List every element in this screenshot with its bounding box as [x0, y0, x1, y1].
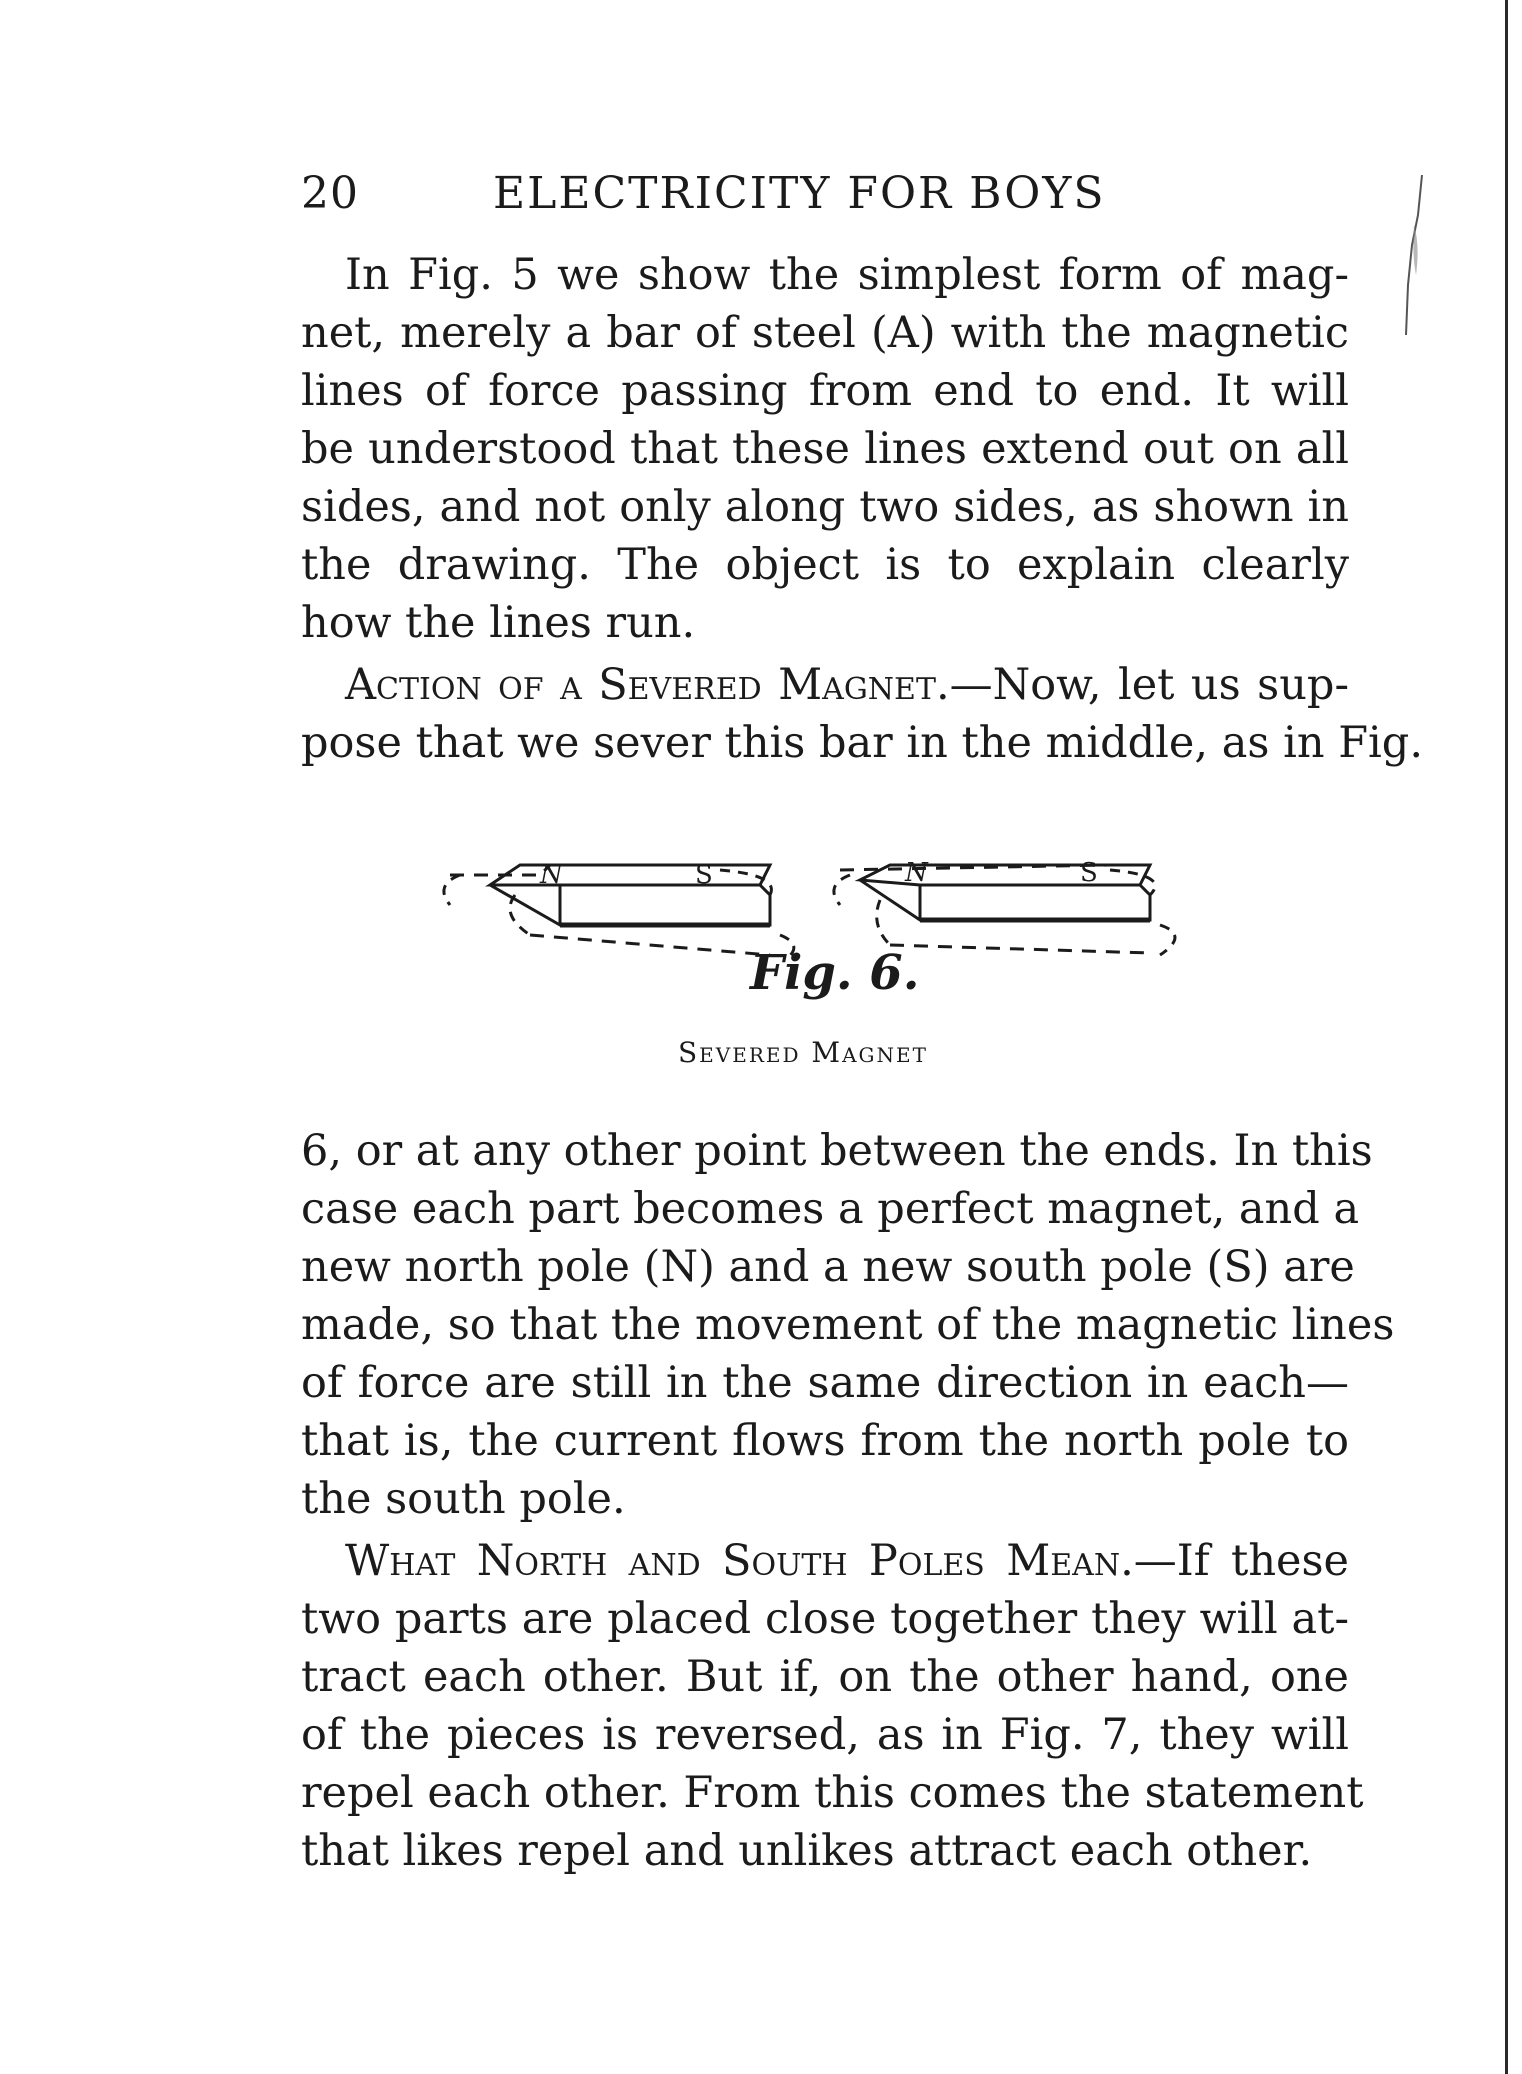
text-line: lines of force passing from end to end. It will — [301, 366, 1349, 416]
text-line: tract each other. But if, on the other hand, one — [301, 1652, 1349, 1702]
text-line — [301, 656, 1349, 714]
text-line: net, merely a bar of steel (A) with the magnetic — [301, 308, 1349, 358]
text-line: of the pieces is reversed, as in Fig. 7, they will — [301, 1710, 1349, 1760]
text-line: how the lines run. — [301, 598, 696, 648]
text-line: that is, the current flows from the north pole to — [301, 1416, 1349, 1466]
text-line: In Fig. 5 we show the simplest form of mag- — [345, 250, 1349, 300]
text-line: of force are still in the same direction in each— — [301, 1358, 1349, 1408]
magnet-right-north-label: N — [905, 858, 928, 888]
text-fragment: —If these — [1133, 1536, 1349, 1586]
text-fragment: —Now, let us sup- — [949, 660, 1349, 710]
text-line: pose that we sever this bar in the middle, as in Fig. — [301, 718, 1423, 768]
text-line: sides, and not only along two sides, as shown in — [301, 482, 1349, 532]
magnet-left-north-label: N — [540, 860, 563, 890]
text-line: new north pole (N) and a new south pole (S) are — [301, 1242, 1355, 1292]
page-edge-line — [1505, 0, 1508, 2074]
running-head: ELECTRICITY FOR BOYS — [493, 168, 1106, 219]
paragraph-fig5-description — [301, 246, 1349, 652]
paragraph-new-poles — [301, 1122, 1395, 1528]
text-line: the south pole. — [301, 1474, 626, 1524]
magnet-right-south-label: S — [1080, 858, 1098, 888]
text-line: made, so that the movement of the magnetic lines — [301, 1300, 1395, 1350]
text-line: be understood that these lines extend out on all — [301, 424, 1349, 474]
page-header — [301, 168, 1349, 218]
text-line — [301, 1532, 1349, 1590]
text-line: the drawing. The object is to explain clearly — [301, 540, 1349, 590]
section-heading: What North and South Poles Mean. — [345, 1536, 1134, 1586]
page-number: 20 — [301, 168, 359, 219]
text-line: two parts are placed close together they will at- — [301, 1594, 1349, 1644]
figure-label: Fig. 6. — [750, 945, 920, 1001]
figure-caption: Severed Magnet — [678, 1036, 928, 1069]
text-line: case each part becomes a perfect magnet, and a — [301, 1184, 1360, 1234]
paragraph-poles-meaning — [301, 1532, 1364, 1880]
text-line: that likes repel and unlikes attract each other. — [301, 1826, 1313, 1876]
magnet-left — [444, 865, 794, 960]
text-line: 6, or at any other point between the ends. In this — [301, 1126, 1373, 1176]
magnet-left-south-label: S — [695, 860, 713, 890]
magnet-right — [834, 865, 1175, 955]
text-line: repel each other. From this comes the statement — [301, 1768, 1364, 1818]
paragraph-severed-magnet — [301, 656, 1423, 772]
spine-smudge — [1404, 175, 1434, 335]
section-heading: Action of a Severed Magnet. — [345, 660, 950, 710]
